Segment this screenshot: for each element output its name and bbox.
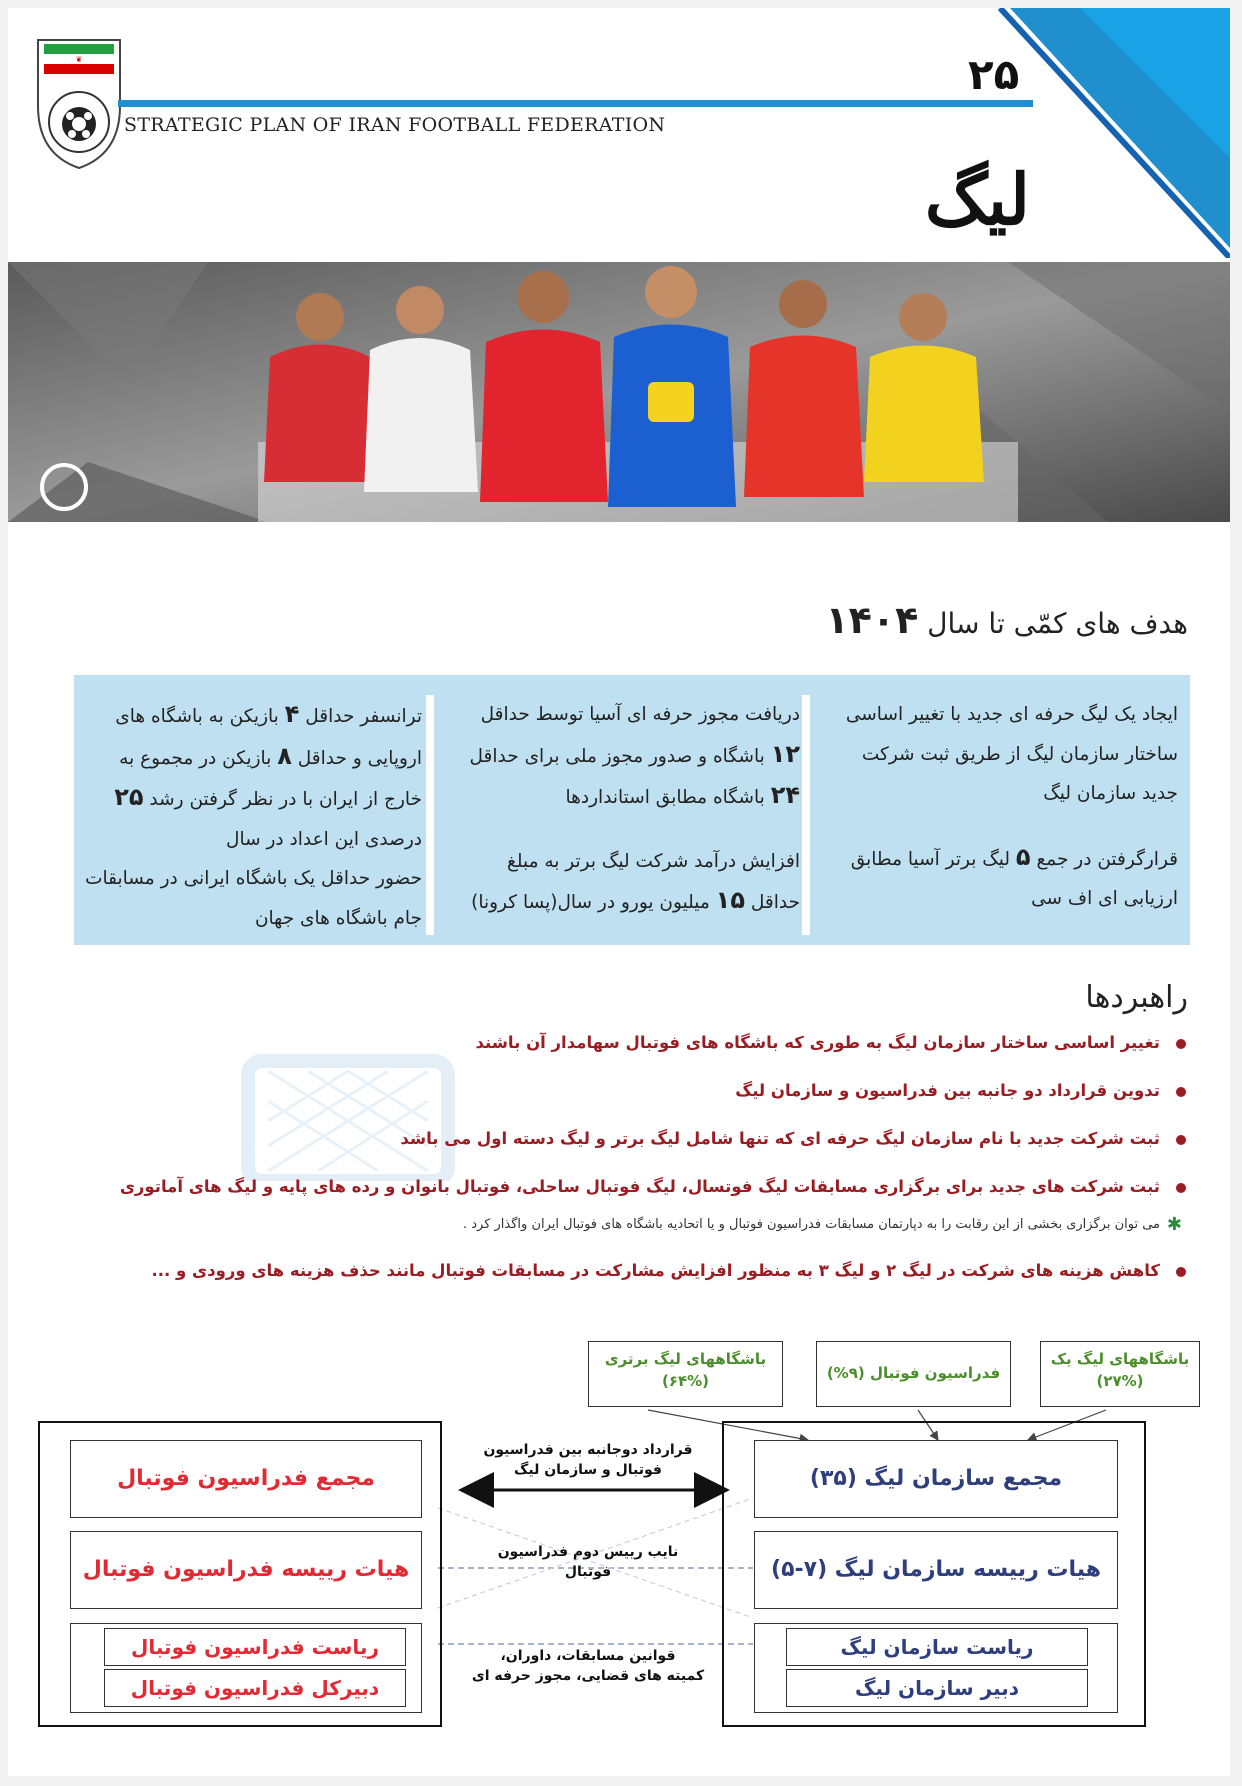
strategy-item: ثبت شرکت های جدید برای برگزاری مسابقات لیگ فوتسال، لیگ فوتبال ساحلی، فوتبال بانوان و رده های پایه و لیگ های آماتوری <box>66 1177 1186 1201</box>
strategy-item: ثبت شرکت جدید با نام سازمان لیگ حرفه ای که تنها شامل لیگ برتر و لیگ دسته اول می باشد <box>66 1129 1186 1153</box>
strategy-item: کاهش هزینه های شرکت در لیگ ۲ و لیگ ۳ به منظور افزایش مشارکت در مسابقات فوتبال مانند حذف هزینه های ورودی و ... <box>66 1261 1186 1285</box>
strategy-item: تغییر اساسی ساختار سازمان لیگ به طوری که باشگاه های فوتبال سهامدار آن باشند <box>66 1033 1186 1057</box>
league-board-box: هیات رییسه سازمان لیگ (۷-۵) <box>754 1531 1118 1609</box>
federation-board-box: هیات رییسه فدراسیون فوتبال <box>70 1531 422 1609</box>
league-secretary-box: دبیر سازمان لیگ <box>786 1669 1088 1707</box>
org-structure-diagram <box>28 1328 1208 1768</box>
header-rule <box>118 100 1033 107</box>
shareholder-box: باشگاههای لیگ یک (۲۷%) <box>1040 1341 1200 1407</box>
goal-text: حضور حداقل یک باشگاه ایرانی در مسابقات جام باشگاه های جهان <box>85 868 422 929</box>
federation-secretary-box: دبیرکل فدراسیون فوتبال <box>104 1669 406 1707</box>
goals-title <box>825 598 1188 642</box>
strategies-title: راهبردها <box>1085 980 1188 1015</box>
goals-title-text: هدف های کمّی تا سال <box>927 607 1188 640</box>
quantitative-goals-box <box>74 675 1190 945</box>
page-number: ۲۵ <box>968 50 1020 99</box>
page-heading: لیگ <box>924 158 1030 241</box>
strategy-note: ✱ می توان برگزاری بخشی از این رقابت را به دپارتمان مسابقات فدراسیون فوتبال و یا اتحادیه باشگاه های فوتبال ایران واگذار کرد . <box>462 1214 1182 1235</box>
federation-assembly-box: مجمع فدراسیون فوتبال <box>70 1440 422 1518</box>
goals-separator <box>426 695 434 935</box>
goal-text: ایجاد یک لیگ حرفه ای جدید با تغییر اساسی ساختار سازمان لیگ از طریق ثبت شرکت جدید سازمان لیگ <box>845 704 1178 804</box>
strategy-item: تدوین قرارداد دو جانبه بین فدراسیون و سازمان لیگ <box>66 1081 1186 1105</box>
goals-column-2 <box>460 695 800 923</box>
federation-title: STRATEGIC PLAN OF IRAN FOOTBALL FEDERATION <box>124 114 666 136</box>
contract-label: قرارداد دوجانبه بین فدراسیون فوتبال و سازمان لیگ <box>483 1442 693 1478</box>
league-assembly-box: مجمع سازمان لیگ (۳۵) <box>754 1440 1118 1518</box>
goals-column-1 <box>838 695 1178 919</box>
shareholder-box: فدراسیون فوتبال (۹%) <box>816 1341 1011 1407</box>
regulations-label: قوانین مسابقات، داوران، کمیته های قضایی، مجوز حرفه ای <box>471 1648 705 1684</box>
document-page <box>8 8 1230 1776</box>
svg-text:❦: ❦ <box>75 55 83 64</box>
federation-president-box: ریاست فدراسیون فوتبال <box>104 1628 406 1666</box>
vice-president-label: نایب رییس دوم فدراسیون فوتبال <box>497 1544 679 1580</box>
goals-title-year: ۱۴۰۴ <box>825 598 919 642</box>
league-president-box: ریاست سازمان لیگ <box>786 1628 1088 1666</box>
goal-text: ترانسفر حداقل ۴ بازیکن به باشگاه های اروپایی و حداقل ۸ بازیکن در مجموع به خارج از ایران با در نظر گرفتن رشد ۲۵ درصدی این اعداد در سال <box>114 700 422 850</box>
goal-text: افزایش درآمد شرکت لیگ برتر به مبلغ حداقل ۱۵ میلیون یورو در سال(پسا کرونا) <box>471 850 800 914</box>
asterisk-icon: ✱ <box>1166 1214 1182 1235</box>
goal-text: قرارگرفتن در جمع ۵ لیگ برتر آسیا مطابق ارزیابی ای اف سی <box>850 842 1178 909</box>
goal-text: دریافت مجوز حرفه ای آسیا توسط حداقل ۱۲ باشگاه و صدور مجوز ملی برای حداقل ۲۴ باشگاه مطابق استانداردها <box>469 704 800 809</box>
goals-separator <box>802 695 810 935</box>
strategies-list <box>66 1033 1186 1309</box>
federation-logo-icon <box>36 36 122 170</box>
shareholder-box: باشگاههای لیگ برتری (۶۴%) <box>588 1341 783 1407</box>
goals-column-3 <box>82 695 422 938</box>
league-players-banner <box>8 262 1230 522</box>
